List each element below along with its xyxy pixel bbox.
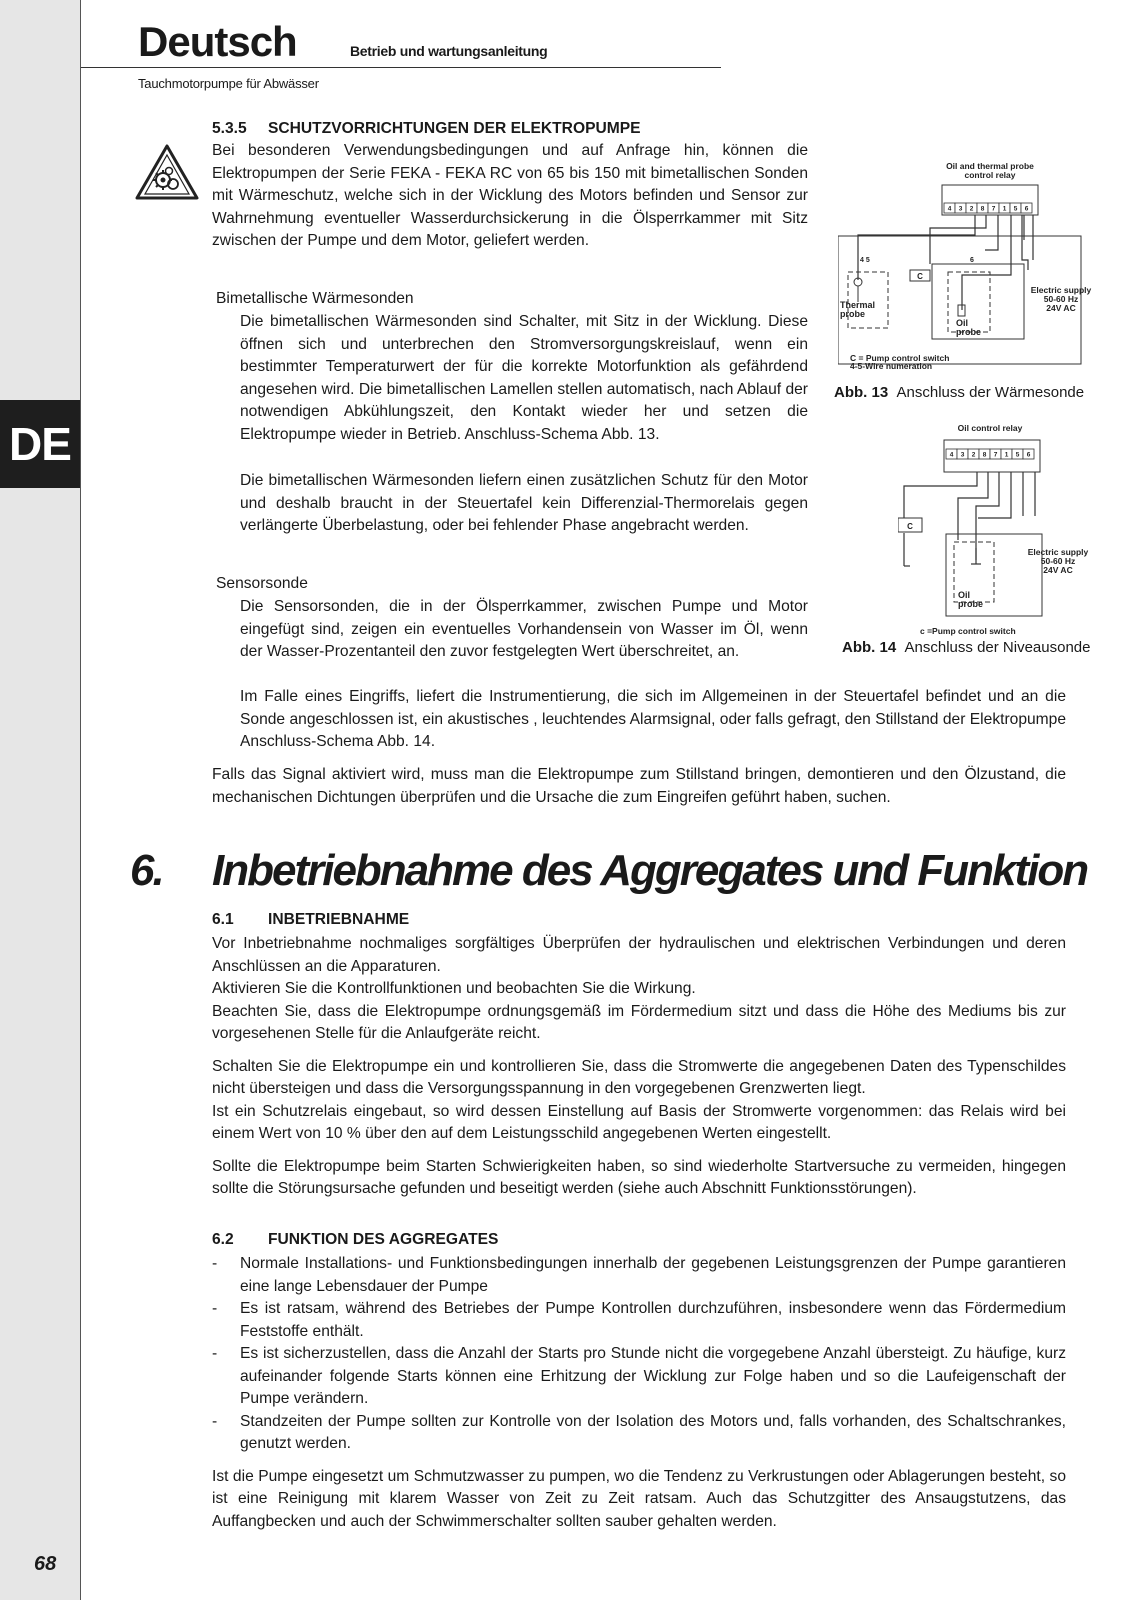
- fig13-terminal-label: 4: [947, 205, 952, 213]
- fig13-terminal-label: 5: [1013, 205, 1018, 213]
- fig14-legend-1: c =Pump control switch: [920, 626, 1016, 636]
- fig14-terminal-label: 3: [960, 451, 965, 459]
- fig13-terminal-label: 6: [1024, 205, 1029, 213]
- fig14-relay-title: Oil control relay: [957, 423, 1023, 433]
- fig13-caption-number: Abb. 13: [834, 384, 889, 401]
- section-number: 5.3.5: [212, 120, 247, 137]
- list-item: - Standzeiten der Pumpe sollten zur Kontrolle von der Isolation des Motors und, falls vorhanden, des Schaltschrankes, genutzt werden.: [212, 1411, 1066, 1456]
- bimetal-label: Bimetallische Wärmesonden: [216, 290, 414, 307]
- fig13-c-label: C: [917, 272, 923, 281]
- fig13-supply-1: Electric supply: [1030, 285, 1092, 295]
- fig14-terminal-label: 4: [949, 451, 954, 459]
- fig13-legend-2: 4-5-Wire numeration: [850, 361, 933, 371]
- s61-paragraph-6: Sollte die Elektropumpe beim Starten Schwierigkeiten haben, so sind wiederholte Startversuche zu vermeiden, hingegen sollte die Störungsursache gefunden und beseitigt werden (siehe auch Abschnitt Funktionsstörungen).: [212, 1157, 1066, 1197]
- warning-gear-icon: [134, 143, 200, 201]
- s61-paragraph-3: Beachten Sie, dass die Elektropumpe ordnungsgemäß im Fördermedium sitzt und dass die Höhe des Mediums bis zur vorgesehenen Stelle für die Anlaufgeräte reicht.: [212, 1002, 1066, 1042]
- section-5-3-5-heading: [212, 120, 641, 138]
- fig14-oil-probe-label-1: Oil: [958, 590, 971, 600]
- section-number: 6.1: [212, 911, 234, 928]
- fig13-oil-probe-label-2: probe: [956, 327, 982, 337]
- fig14-supply-2: 50-60 Hz: [1040, 556, 1076, 566]
- bimetal-paragraph-2: Die bimetallischen Wärmesonden liefern einen zusätzlichen Schutz für den Motor und deshalb braucht in der Steuertafel kein Differenzial-Thermorelais gegen verlängerte Überbelastung, oder bei fehlender Phase angebracht werden.: [240, 472, 808, 534]
- fig13-terminal-label: 7: [991, 205, 996, 213]
- fig14-caption-text: Anschluss der Niveausonde: [904, 639, 1091, 656]
- fig13-terminal-label: 3: [958, 205, 963, 213]
- fig13-terminal-strip: [944, 203, 1032, 213]
- fig13-thermal-probe-label-2: probe: [840, 309, 866, 319]
- fig14-supply-1: Electric supply: [1027, 547, 1089, 557]
- fig14-terminal-label: 7: [993, 451, 998, 459]
- fig14-terminal-label: 8: [982, 451, 987, 459]
- fig14-terminal-strip: [946, 449, 1034, 459]
- s61-paragraph-1: Vor Inbetriebnahme nochmaliges sorgfältiges Überprüfen der hydraulischen und elektrischen Verbindungen und deren Anschlüssen an die Apparaturen.: [212, 935, 1066, 975]
- sidebar-divider: [80, 0, 81, 1600]
- chapter-title: Inbetriebnahme des Aggregates und Funktion: [212, 846, 1088, 895]
- fig13-wire-label-6: 6: [970, 257, 974, 264]
- intro-paragraph: Bei besonderen Verwendungsbedingungen und auf Anfrage hin, können die Elektropumpen der Serie FEKA - FEKA RC von 65 bis 150 mit bimetallischen Sonden mit Wärmeschutz, welche sich in der Wicklung des Motors befinden und Sensor zur Wahrnehmung eventueller Wasserdurchsickerung in die Ölsperrkammer mit Sitz zwischen der Pumpe und dem Motor, geliefert werden.: [212, 142, 808, 249]
- figure-13-wiring-diagram: [838, 160, 1098, 372]
- fig14-terminal-label: 6: [1026, 451, 1031, 459]
- fig14-terminal-label: 5: [1015, 451, 1020, 459]
- list-item: - Es ist sicherzustellen, dass die Anzahl der Starts pro Stunde nicht die vorgegebene Anzahl übersteigt. Zu häufige, kurz aufeinander folgende Starts können eine Erhitzung der Wicklung zur Folge haben und so die Laufeigenschaft der Pumpe verändern.: [212, 1343, 1066, 1411]
- fig13-relay-title-2: control relay: [964, 170, 1016, 180]
- s62-bullet-list: [212, 1253, 1066, 1456]
- section-title: FUNKTION DES AGGREGATES: [268, 1231, 499, 1248]
- section-number: 6.2: [212, 1231, 234, 1248]
- sensor-label: Sensorsonde: [216, 575, 308, 592]
- section-6-1-body: [212, 933, 1066, 1201]
- list-item: - Es ist ratsam, während des Betriebes der Pumpe Kontrollen durchzuführen, insbesondere wenn das Fördermedium Feststoffe enthält.: [212, 1298, 1066, 1343]
- chapter-6-heading: [130, 846, 1087, 896]
- section-6-2-body: [212, 1253, 1066, 1533]
- chapter-number: 6.: [130, 846, 163, 895]
- sensor-paragraph-1: Die Sensorsonden, die in der Ölsperrkammer, zwischen Pumpe und Motor eingefügt sind, zeigen ein eventuelles Vorhandensein von Wasser im Öl, wenn der Wasser-Prozentanteil den zuvor festgelegten Wert überschreitet, an.: [240, 598, 808, 660]
- fig13-supply-3: 24V AC: [1046, 303, 1076, 313]
- fig13-supply-2: 50-60 Hz: [1043, 294, 1079, 304]
- fig14-terminal-label: 2: [971, 451, 976, 459]
- fig13-legend-1: C = Pump control switch: [850, 353, 950, 363]
- fig13-wire-label-45: 4 5: [860, 257, 870, 264]
- fig13-thermal-probe-label-1: Thermal: [840, 300, 876, 310]
- section-title: INBETRIEBNAHME: [268, 911, 410, 928]
- fig13-relay-title-1: Oil and thermal probe: [946, 161, 1034, 171]
- fig14-oil-probe-label-2: probe: [958, 599, 984, 609]
- fig13-oil-probe-label-1: Oil: [956, 318, 969, 328]
- figure-14-wiring-diagram: [898, 418, 1098, 640]
- fig13-terminal-label: 1: [1002, 205, 1007, 213]
- header-manual-type: Betrieb und wartungsanleitung: [350, 43, 548, 59]
- bimetal-paragraph-1: Die bimetallischen Wärmesonden sind Schalter, mit Sitz in der Wicklung. Diese öffnen sich und unterbrechen den Stromversorgungskreislauf, wenn ein bestimmter Temperaturwert der für die korrekte Motorfunktion als gefährdend angesehen wird. Die bimetallischen Lamellen stellen automatisch, nach Ablauf der notwendigen Abkühlungszeit, den Kontakt wieder her und setzen die Elektropumpe wieder in Betrieb. Anschluss-Schema Abb. 13.: [240, 313, 808, 443]
- fig13-terminal-label: 8: [980, 205, 985, 213]
- section-6-2-heading: [212, 1231, 498, 1249]
- s61-paragraph-2: Aktivieren Sie die Kontrollfunktionen und beobachten Sie die Wirkung.: [212, 980, 696, 997]
- left-sidebar: [0, 0, 80, 1600]
- s62-closing-paragraph: Ist die Pumpe eingesetzt um Schmutzwasser zu pumpen, wo die Tendenz zu Verkrustungen oder Ablagerungen besteht, so ist eine Reinigung mit klarem Wasser von Zeit zu Zeit ratsam. Auch das Schutzgitter des Ansaugstutzens, das Auffangbecken und auch der Schwimmerschalter sollten sauber gehalten werden.: [212, 1467, 1066, 1530]
- s61-paragraph-4: Schalten Sie die Elektropumpe ein und kontrollieren Sie, dass die Stromwerte die angegebenen Daten des Typenschildes nicht übersteigen und dass die Versorgungsspannung in den vorgegebenen Grenzwerten liegt.: [212, 1057, 1066, 1097]
- fig14-terminal-label: 1: [1004, 451, 1009, 459]
- figure-13-caption: [834, 384, 1084, 401]
- fig14-caption-number: Abb. 14: [842, 639, 897, 656]
- closing-paragraph-5-3-5: Falls das Signal aktiviert wird, muss man die Elektropumpe zum Stillstand bringen, demontieren und den Ölzustand, die mechanischen Dichtungen überprüfen und die Ursache die zum Eingreifen geführt haben, suchen.: [212, 766, 1066, 806]
- section-6-1-heading: [212, 911, 409, 929]
- fig13-caption-text: Anschluss der Wärmesonde: [896, 384, 1085, 401]
- header-subtitle: Tauchmotorpumpe für Abwässer: [138, 76, 319, 91]
- section-title: SCHUTZVORRICHTUNGEN DER ELEKTROPUMPE: [268, 120, 641, 137]
- s61-paragraph-5: Ist ein Schutzrelais eingebaut, so wird dessen Einstellung auf Basis der Stromwerte vorgenommen: das Relais wird bei einem Wert von 10 % über den auf dem Leistungsschild angegebenen Werten eingestellt.: [212, 1102, 1066, 1142]
- header-language: Deutsch: [138, 18, 297, 65]
- list-item: - Normale Installations- und Funktionsbedingungen innerhalb der gegebenen Leistungsgrenzen der Pumpe garantieren eine lange Lebensdauer der Pumpe: [212, 1253, 1066, 1298]
- header-rule: [81, 67, 721, 68]
- figure-14-caption: [842, 639, 1090, 656]
- language-tab: DE: [0, 400, 80, 488]
- fig14-supply-3: 24V AC: [1043, 565, 1073, 575]
- page-number: 68: [34, 1553, 57, 1575]
- sensor-paragraph-2: Im Falle eines Eingriffs, liefert die Instrumentierung, die sich im Allgemeinen in der Steuertafel befindet und an die Sonde angeschlossen ist, ein akustisches , leuchtendes Alarmsignal, oder falls gefragt, den Stillstand der Elektropumpe Anschluss-Schema Abb. 14.: [240, 688, 1066, 750]
- fig14-c-label: C: [907, 522, 913, 531]
- fig13-terminal-label: 2: [969, 205, 974, 213]
